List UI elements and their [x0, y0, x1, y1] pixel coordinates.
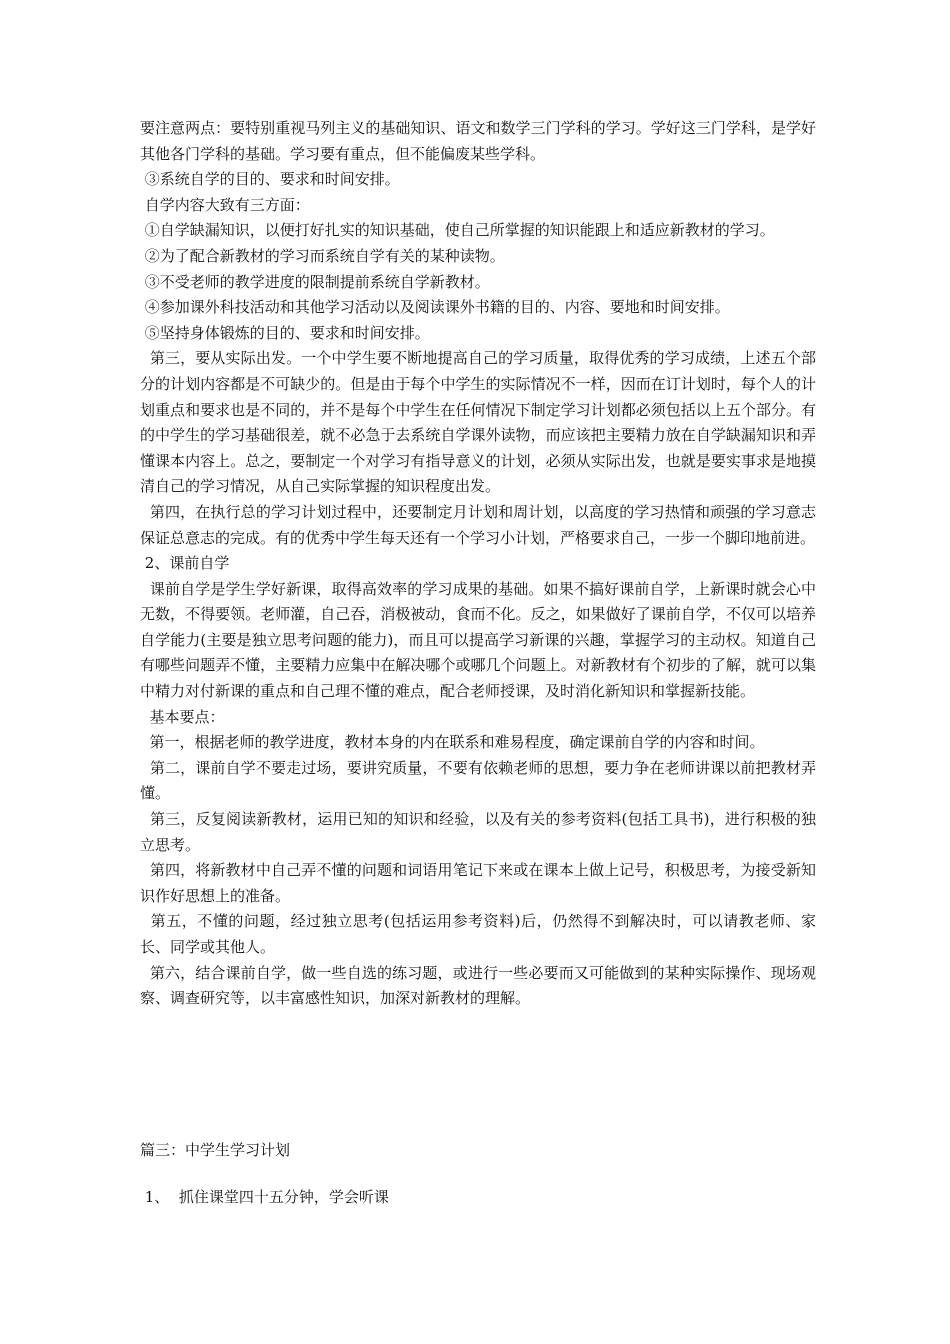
paragraph: 第一，根据老师的教学进度，教材本身的内在联系和难易程度，确定课前自学的内容和时间。 — [140, 733, 765, 752]
paragraph: ⑤坚持身体锻炼的目的、要求和时间安排。 — [140, 323, 430, 342]
section-title: 篇三：中学生学习计划 — [140, 1141, 291, 1159]
paragraph: ④参加课外科技活动和其他学习活动以及阅读课外书籍的目的、内容、要地和时间安排。 — [140, 298, 730, 317]
paragraph: 自学内容大致有三方面： — [140, 195, 310, 214]
paragraph: 第四，将新教材中自己弄不懂的问题和词语用笔记下来或在课本上做上记号，积极思考，为接受新知识作好思想上的准备。 — [140, 861, 816, 905]
paragraph: 课前自学是学生学好新课，取得高效率的学习成果的基础。如果不搞好课前自学，上新课时就会心中无数，不得要领。老师灌，自己吞，消极被动，食而不化。反之，如果做好了课前自学，不仅可以培养自学能力(主要是独立思考问题的能力)，而且可以提高学习新课的兴趣，掌握学习的主动权。知道自己有哪些问题弄不懂，主要精力应集中在解决哪个或哪几个问题上。对新教材有个初步的了解，就可以集中精力对付新课的重点和自己理不懂的难点，配合老师授课，及时消化新知识和掌握新技能。 — [140, 579, 816, 701]
paragraph: ③系统自学的目的、要求和时间安排。 — [140, 170, 400, 189]
paragraph: 第六，结合课前自学，做一些自选的练习题，或进行一些必要而又可能做到的某种实际操作、现场观察、调查研究等，以丰富感性知识，加深对新教材的理解。 — [140, 963, 816, 1008]
document-body — [140, 116, 816, 1012]
paragraph: ②为了配合新教材的学习而系统自学有关的某种读物。 — [140, 246, 505, 265]
paragraph: 第四，在执行总的学习计划过程中，还要制定月计划和周计划，以高度的学习热情和顽强的学习意志保证总意志的完成。有的优秀中学生每天还有一个学习小计划，严格要求自己，一步一个脚印地前进。 — [140, 502, 816, 547]
paragraph: 基本要点： — [140, 707, 225, 726]
paragraph: ①自学缺漏知识，以便打好扎实的知识基础，使自己所掌握的知识能跟上和适应新教材的学习。 — [140, 221, 775, 240]
paragraph: ③不受老师的教学进度的限制提前系统自学新教材。 — [140, 272, 490, 291]
paragraph: 第二，课前自学不要走过场，要讲究质量，不要有依赖老师的思想，要力争在老师讲课以前把教材弄懂。 — [140, 758, 816, 803]
paragraph: 第五，不懂的问题，经过独立思考(包括运用参考资料)后，仍然得不到解决时，可以请教老师、家长、同学或其他人。 — [140, 912, 816, 956]
subsection-heading: 2、课前自学 — [140, 554, 230, 573]
sub-heading: 1、 抓住课堂四十五分钟，学会听课 — [140, 1188, 389, 1206]
paragraph: 要注意两点：要特别重视马列主义的基础知识、语文和数学三门学科的学习。学好这三门学科，是学好其他各门学科的基础。学习要有重点，但不能偏废某些学科。 — [140, 119, 816, 163]
paragraph: 第三，要从实际出发。一个中学生要不断地提高自己的学习质量，取得优秀的学习成绩，上述五个部分的计划内容都是不可缺少的。但是由于每个中学生的实际情况不一样，因而在订计划时，每个人的计划重点和要求也是不同的，并不是每个中学生在任何情况下制定学习计划都必须包括以上五个部分。有的中学生的学习基础很差，就不必急于去系统自学课外读物，而应该把主要精力放在自学缺漏知识和弄懂课本内容上。总之，要制定一个对学习有指导意义的计划，必须从实际出发，也就是要实事求是地摸清自己的学习情况，从自己实际掌握的知识程度出发。 — [140, 349, 816, 496]
paragraph: 第三，反复阅读新教材，运用已知的知识和经验，以及有关的参考资料(包括工具书)，进行积极的独立思考。 — [140, 810, 816, 854]
